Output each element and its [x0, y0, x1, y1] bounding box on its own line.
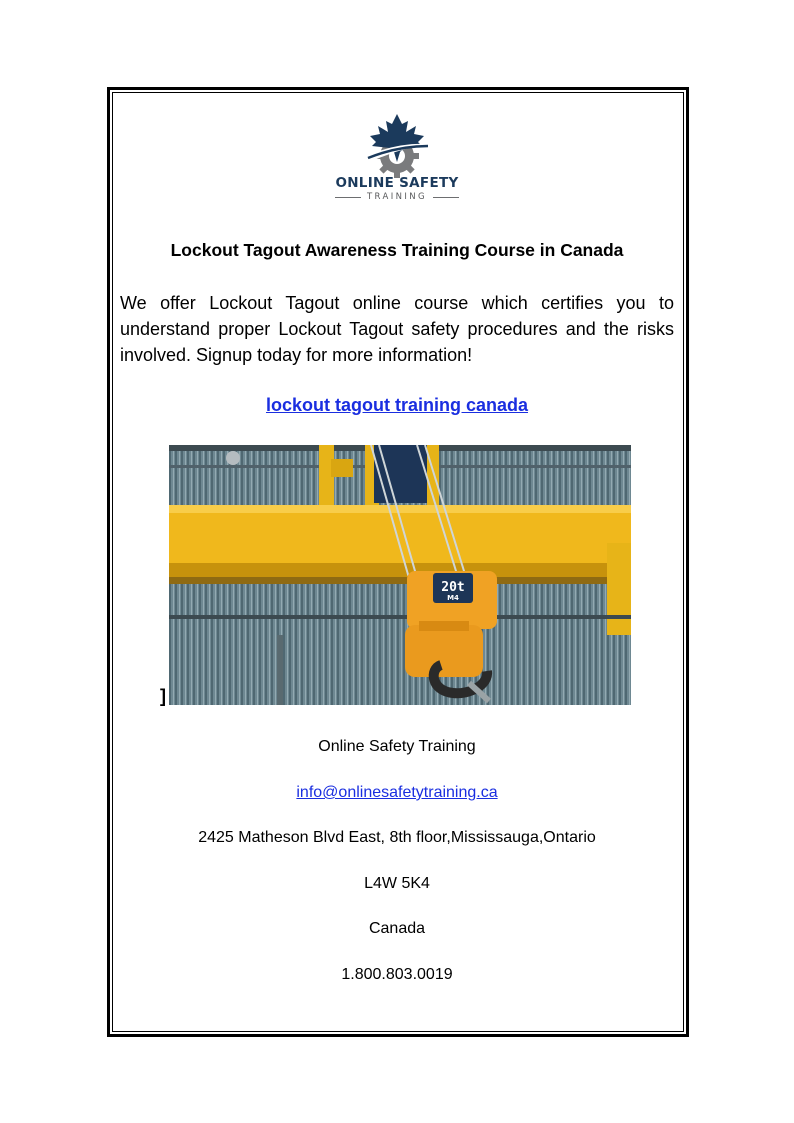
logo-brand-text: ONLINE SAFETY — [335, 175, 459, 191]
email-container — [120, 784, 674, 802]
logo-subtitle-text: TRAINING — [366, 192, 428, 202]
crane-hook-photo — [169, 445, 631, 705]
lockout-tagout-link[interactable]: lockout tagout training canada — [265, 395, 529, 415]
logo-subtitle — [318, 191, 476, 203]
address-line: 2425 Matheson Blvd East, 8th floor,Mississauga,Ontario — [198, 829, 596, 846]
country: Canada — [368, 920, 426, 937]
photo-capacity-badge: 20t — [441, 580, 465, 595]
stray-bracket: ] — [160, 686, 166, 706]
email-link[interactable]: info@onlinesafetytraining.ca — [296, 784, 498, 801]
photo-class-badge: M4 — [447, 594, 459, 602]
page-title: Lockout Tagout Awareness Training Course in Canada — [170, 240, 624, 260]
postal-code: L4W 5K4 — [364, 875, 430, 892]
description-paragraph: We offer Lockout Tagout online course which certifies you to understand proper Lockout Tagout safety procedures and the risks involved. Signup today for more information! — [120, 293, 674, 365]
company-name: Online Safety Training — [318, 738, 476, 755]
phone-number: 1.800.803.0019 — [341, 966, 453, 983]
